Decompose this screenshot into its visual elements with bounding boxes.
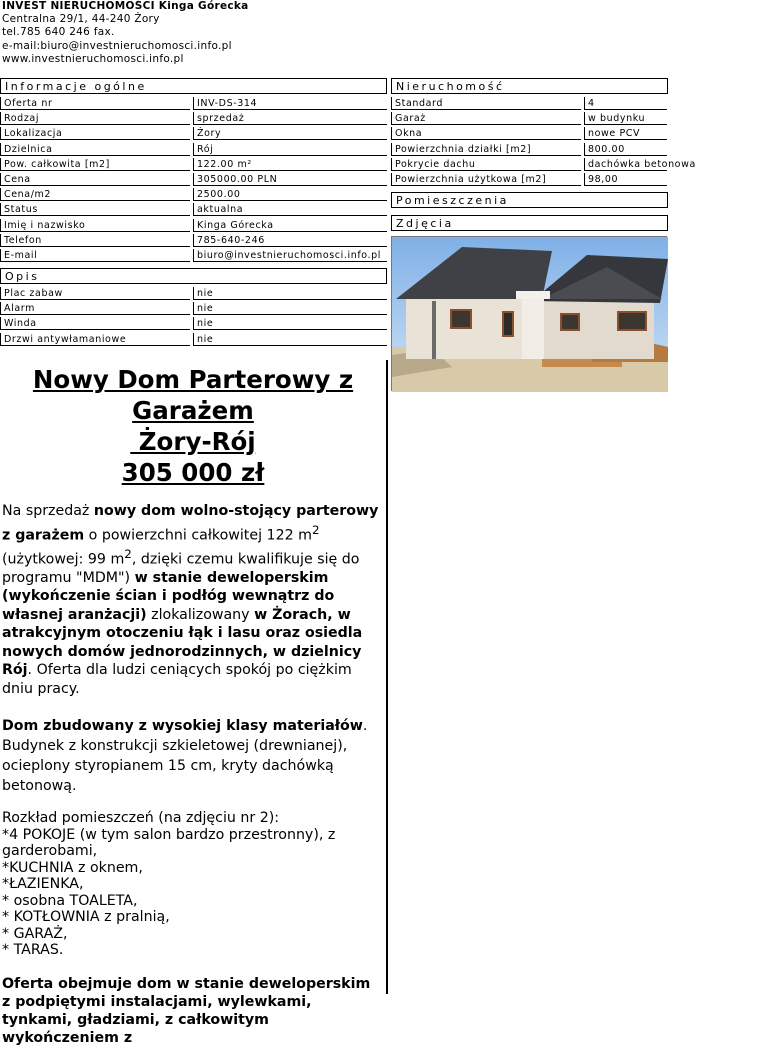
table-row (0, 112, 387, 125)
row-value: nie (193, 302, 387, 315)
table-row (391, 97, 667, 110)
section-description-heading: Opis (0, 268, 387, 284)
agency-website: www.investnieruchomosci.info.pl (2, 52, 184, 65)
row-label: Pow. całkowita [m2] (0, 158, 190, 171)
house-photo (391, 236, 667, 391)
listing-title-line2: Garażem (132, 396, 254, 425)
table-row (0, 127, 387, 140)
row-value: Żory (193, 127, 387, 140)
row-label: Cena/m2 (0, 188, 190, 201)
text-span: , dzięki czemu kwalifikuje się do programu "MDM") (2, 551, 360, 586)
table-row (391, 158, 696, 171)
text-span: o powierzchni całkowitej 122 m (84, 527, 312, 544)
agency-email: e-mail:biuro@investnieruchomosci.info.pl (2, 39, 232, 52)
row-value: 4 (584, 97, 667, 110)
table-row (0, 203, 387, 216)
superscript: 2 (124, 546, 132, 561)
agency-name: INVEST NIERUCHOMOŚCI Kinga Górecka (2, 0, 249, 12)
row-label: Pokrycie dachu (391, 158, 581, 171)
section-rooms-heading: Pomieszczenia (391, 192, 668, 208)
row-label: Imię i nazwisko (0, 219, 190, 232)
row-value: 122.00 m² (193, 158, 387, 171)
rooms-intro: Rozkład pomieszczeń (na zdjęciu nr 2): (2, 810, 280, 827)
text-span: w Żorach, w atrakcyjnym otoczeniu łąk i lasu oraz osiedla nowych domów jednorodzinnych, w dzielnicy Rój (2, 606, 363, 679)
table-row (0, 234, 387, 247)
listing-title-price: 305 000 zł (121, 458, 265, 487)
table-row (391, 112, 667, 125)
table-row (391, 173, 667, 186)
table-row (0, 188, 387, 201)
row-value: sprzedaż (193, 112, 387, 125)
agency-header (2, 0, 249, 66)
text-span: zlokalizowany (146, 606, 255, 623)
text-span: (użytkowej: 99 m (2, 551, 125, 568)
section-general-heading: Informacje ogólne (0, 78, 387, 94)
rooms-list (0, 827, 386, 959)
table-row (0, 173, 387, 186)
house-photo-image (392, 237, 668, 392)
table-row (0, 302, 387, 315)
row-value: aktualna (193, 203, 387, 216)
row-label: Lokalizacja (0, 127, 190, 140)
row-value: nowe PCV (584, 127, 667, 140)
row-label: Garaż (391, 112, 581, 125)
table-row (0, 317, 387, 330)
listing-description (0, 360, 388, 1046)
row-label: Plac zabaw (0, 287, 190, 300)
row-value: INV-DS-314 (193, 97, 387, 110)
row-value: nie (193, 287, 387, 300)
row-label: Rodzaj (0, 112, 190, 125)
description-paragraph-2 (2, 716, 386, 796)
text-span: w stanie deweloperskim (wykończenie ścian i podłóg wewnątrz do własnej aranżacji) (2, 569, 335, 623)
row-value: Rój (193, 143, 387, 156)
section-property-heading: Nieruchomość (391, 78, 668, 94)
table-row (0, 97, 387, 110)
table-row (391, 143, 667, 156)
table-row (0, 143, 387, 156)
table-row (391, 127, 667, 140)
row-value: Kinga Górecka (193, 219, 387, 232)
text-span: . Oferta dla ludzi ceniących spokój po ciężkim dniu pracy. (2, 662, 352, 697)
agency-address: Centralna 29/1, 44-240 Żory (2, 13, 160, 26)
row-label: Oferta nr (0, 97, 190, 110)
listing-title (0, 364, 386, 488)
row-label: Telefon (0, 234, 190, 247)
row-value: 785-640-246 (193, 234, 387, 247)
text-span: nowy dom wolno-stojący parterowy z garażem (2, 503, 379, 544)
table-row (0, 219, 387, 232)
room-list-item: * GARAŻ, (2, 925, 68, 942)
listing-title-line3: Żory-Rój (130, 427, 256, 456)
row-value: 305000.00 PLN (193, 173, 387, 186)
row-value: 2500.00 (193, 188, 387, 201)
row-value: w budynku (584, 112, 667, 125)
room-list-item: * KOTŁOWNIA z pralnią, (2, 909, 170, 926)
row-value: 98,00 (584, 173, 667, 186)
agency-phone: tel.785 640 246 fax. (2, 26, 115, 39)
row-label: Drzwi antywłamaniowe (0, 333, 190, 346)
text-span: Dom zbudowany z wysokiej klasy materiałów (2, 718, 363, 735)
row-label: Dzielnica (0, 143, 190, 156)
table-row (0, 158, 387, 171)
room-list-item: * osobna TOALETA, (2, 892, 138, 909)
row-value: dachówka betonowa (584, 158, 667, 171)
listing-title-line1: Nowy Dom Parterowy z (32, 365, 354, 394)
room-list-item: *4 POKOJE (w tym salon bardzo przestronny), z garderobami, (2, 826, 336, 860)
row-label: Alarm (0, 302, 190, 315)
row-label: Standard (391, 97, 581, 110)
section-photos-heading: Zdjęcia (391, 215, 668, 231)
row-value: nie (193, 333, 387, 346)
table-row (0, 249, 387, 262)
room-list-item: *KUCHNIA z oknem, (2, 859, 143, 876)
description-paragraph-1 (2, 502, 386, 698)
row-label: Winda (0, 317, 190, 330)
row-value: 800.00 (584, 143, 667, 156)
description-paragraph-4: Oferta obejmuje dom w stanie deweloperskim z podpiętymi instalacjami, wylewkami, tynkami, gładziami, z całkowitym wykończeniem z (2, 975, 371, 1046)
room-list-item: * TARAS. (2, 942, 64, 959)
row-value: biuro@investnieruchomosci.info.pl (193, 249, 387, 262)
text-span: Na sprzedaż (2, 503, 94, 519)
row-label: Status (0, 203, 190, 216)
superscript: 2 (311, 522, 320, 537)
room-list-item: *ŁAZIENKA, (2, 876, 84, 893)
table-row (0, 287, 387, 300)
row-value: nie (193, 317, 387, 330)
row-label: E-mail (0, 249, 190, 262)
row-label: Cena (0, 173, 190, 186)
table-row (0, 333, 387, 346)
row-label: Okna (391, 127, 581, 140)
row-label: Powierzchnia użytkowa [m2] (391, 173, 581, 186)
row-label: Powierzchnia działki [m2] (391, 143, 581, 156)
text-span: . Budynek z konstrukcji szkieletowej (drewnianej), ocieplony styropianem 15 cm, kryty dachówką betonową. (2, 718, 368, 795)
